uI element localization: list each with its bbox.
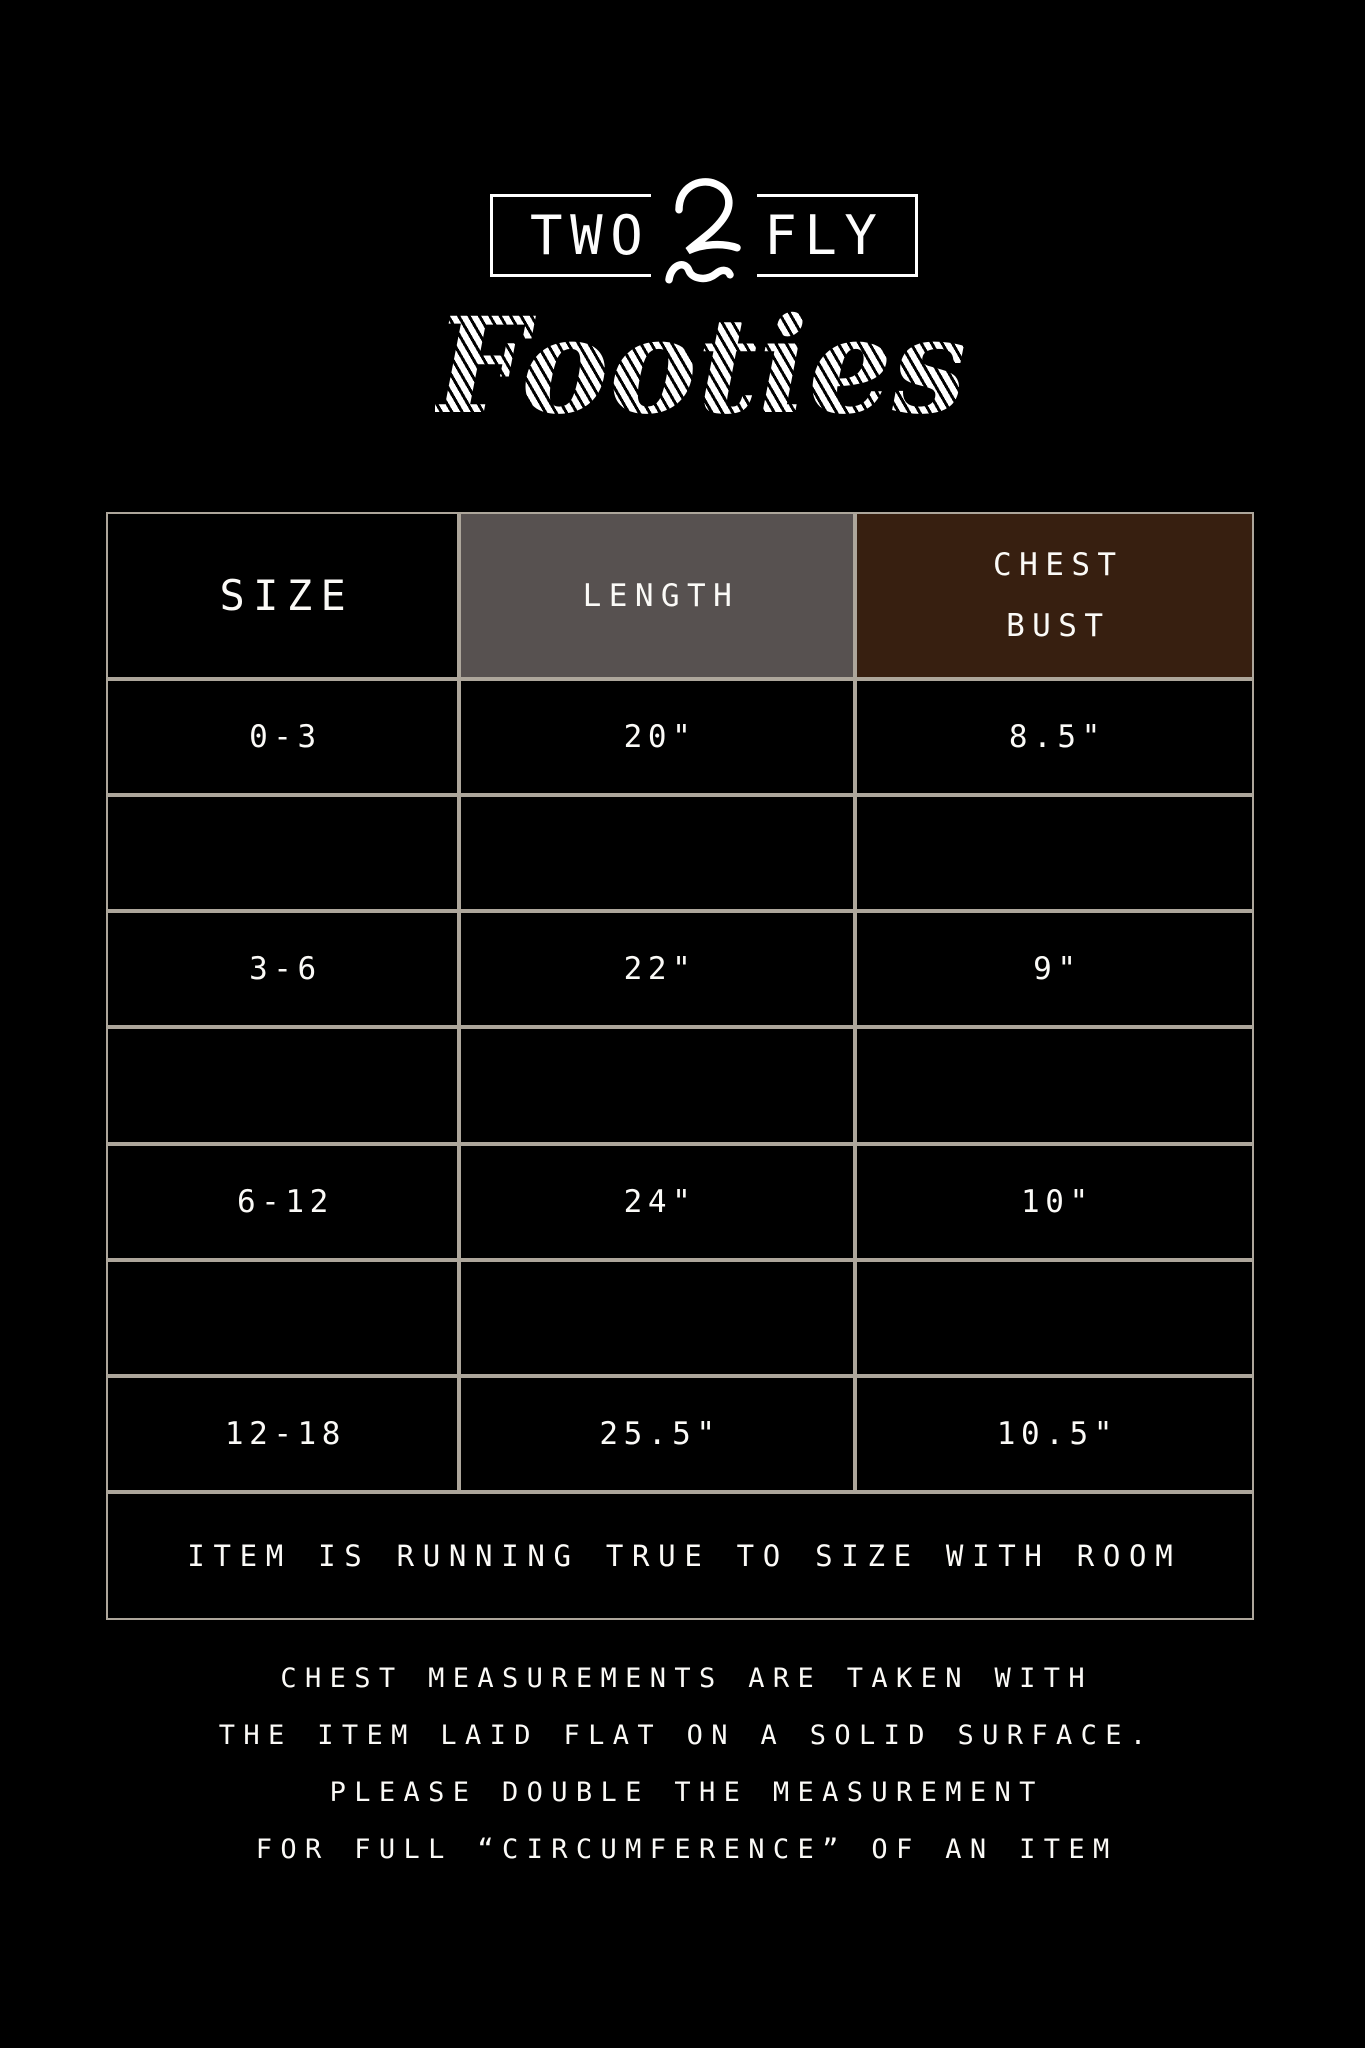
table-cell-empty (108, 1029, 457, 1141)
note-line-3: PLEASE DOUBLE THE MEASUREMENT (329, 1777, 1044, 1808)
table-cell-empty (857, 1262, 1252, 1374)
logo-word-two: TWO (530, 203, 651, 267)
logo-word-fly: FLY (764, 203, 885, 267)
table-cell-size: 6-12 (108, 1146, 457, 1258)
column-header-chest-line2: BUST (1006, 607, 1111, 644)
measurement-notes (0, 1650, 1365, 1878)
note-line-4: FOR FULL “CIRCUMFERENCE” OF AN ITEM (255, 1834, 1118, 1865)
note-line-2: THE ITEM LAID FLAT ON A SOLID SURFACE. (218, 1720, 1155, 1751)
table-cell-empty (857, 1029, 1252, 1141)
table-footer-note: ITEM IS RUNNING TRUE TO SIZE WITH ROOM (108, 1494, 1252, 1618)
table-cell-empty (461, 797, 853, 909)
note-line-1: CHEST MEASUREMENTS ARE TAKEN WITH (280, 1663, 1093, 1694)
table-cell-size: 12-18 (108, 1378, 457, 1490)
table-cell-chest: 10" (857, 1146, 1252, 1258)
page-title-wrap (0, 282, 1365, 452)
numeral-2-icon (651, 170, 757, 298)
table-cell-length: 22" (461, 913, 853, 1025)
brand-logo (0, 194, 1365, 277)
table-cell-chest: 8.5" (857, 681, 1252, 793)
table-cell-chest: 10.5" (857, 1378, 1252, 1490)
table-cell-empty (857, 797, 1252, 909)
table-cell-size: 0-3 (108, 681, 457, 793)
table-cell-length: 24" (461, 1146, 853, 1258)
table-cell-chest: 9" (857, 913, 1252, 1025)
size-chart-table (106, 512, 1254, 1620)
table-cell-empty (108, 1262, 457, 1374)
column-header-chest-line1: CHEST (993, 546, 1124, 583)
table-cell-empty (461, 1262, 853, 1374)
brand-logo-box (490, 194, 918, 277)
table-cell-empty (461, 1029, 853, 1141)
column-header-size: SIZE (108, 514, 457, 677)
table-cell-length: 20" (461, 681, 853, 793)
column-header-length: LENGTH (461, 514, 853, 677)
column-header-chest-bust (857, 514, 1252, 677)
table-cell-size: 3-6 (108, 913, 457, 1025)
table-cell-empty (108, 797, 457, 909)
table-cell-length: 25.5" (461, 1378, 853, 1490)
page-title: Footies (435, 282, 967, 452)
